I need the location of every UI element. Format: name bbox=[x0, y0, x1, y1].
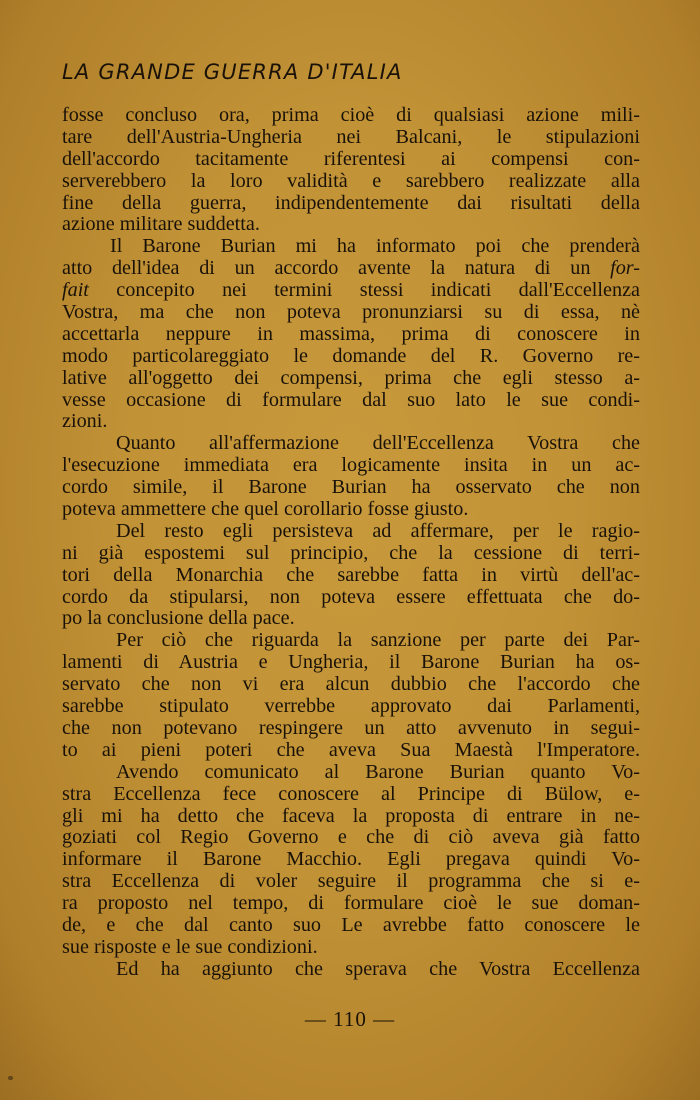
text-line: stra Eccellenza fece conoscere al Principe di Bülow, e- bbox=[62, 783, 640, 805]
text-line: Avendo comunicato al Barone Burian quanto Vo- bbox=[116, 761, 640, 783]
text-line: poteva ammettere che quel corollario fosse giusto. bbox=[62, 499, 469, 521]
text-line: sarebbe stipulato verrebbe approvato dai Parlamenti, bbox=[62, 696, 640, 718]
page-number: — 110 — bbox=[304, 1007, 396, 1031]
text-line: cordo simile, il Barone Burian ha osservato che non bbox=[62, 477, 640, 499]
text-line: Quanto all'affermazione dell'Eccellenza Vostra che bbox=[116, 433, 640, 455]
text-line: Del resto egli persisteva ad affermare, per le ragio- bbox=[116, 520, 640, 542]
text-line: servato che non vi era alcun dubbio che l'accordo che bbox=[62, 674, 640, 696]
text-line: lative all'oggetto dei compensi, prima che egli stesso a- bbox=[62, 367, 640, 389]
paper-speck bbox=[8, 1076, 13, 1080]
text-line: ni già espostemi sul principio, che la cessione di terri- bbox=[62, 542, 640, 564]
text-line: fosse concluso ora, prima cioè di qualsiasi azione mili- bbox=[62, 105, 640, 126]
italic-term: fait bbox=[62, 280, 89, 302]
text-line: sue risposte e le sue condizioni. bbox=[62, 936, 318, 958]
body-text bbox=[62, 105, 640, 981]
text-line: tori della Monarchia che sarebbe fatta in virtù dell'ac- bbox=[62, 564, 640, 586]
text-line: informare il Barone Macchio. Egli pregava quindi Vo- bbox=[62, 849, 640, 871]
text-line: modo particolareggiato le domande del R. Governo re- bbox=[62, 345, 640, 367]
text-line: ra proposto nel tempo, di formulare cioè le sue doman- bbox=[62, 893, 640, 915]
text-line: fait concepito nei termini stessi indicati dall'Eccellenza bbox=[62, 280, 640, 302]
text-line: de, e che dal canto suo Le avrebbe fatto conoscere le bbox=[62, 914, 640, 936]
running-title: LA GRANDE GUERRA D'ITALIA bbox=[62, 60, 403, 84]
text-line: che non potevano respingere un atto avvenuto in segui- bbox=[62, 717, 640, 739]
text-line: accettarla neppure in massima, prima di conoscere in bbox=[62, 323, 640, 345]
text-line: stra Eccellenza di voler seguire il programma che si e- bbox=[62, 871, 640, 893]
text-line: l'esecuzione immediata era logicamente insita in un ac- bbox=[62, 455, 640, 477]
text-line: Per ciò che riguarda la sanzione per parte dei Par- bbox=[116, 630, 640, 652]
text-line: vesse occasione di formulare dal suo lato le sue condi- bbox=[62, 389, 640, 411]
text-line: cordo da stipularsi, non poteva essere effettuata che do- bbox=[62, 586, 640, 608]
text-line: fine della guerra, indipendentemente dai risultati della bbox=[62, 192, 640, 214]
italic-term: for- bbox=[610, 258, 640, 280]
text-line: dell'accordo tacitamente riferentesi ai compensi con- bbox=[62, 148, 640, 170]
text-line: serverebbero la loro validità e sarebbero realizzate alla bbox=[62, 170, 640, 192]
text-line: gli mi ha detto che faceva la proposta di entrare in ne- bbox=[62, 805, 640, 827]
text-line: Il Barone Burian mi ha informato poi che prenderà bbox=[110, 236, 640, 258]
text-line: zioni. bbox=[62, 411, 108, 433]
text-line: goziati col Regio Governo e che di ciò aveva già fatto bbox=[62, 827, 640, 849]
text-line: lamenti di Austria e Ungheria, il Barone Burian ha os- bbox=[62, 652, 640, 674]
text-line: to ai pieni poteri che aveva Sua Maestà l'Imperatore. bbox=[62, 739, 640, 761]
text-line: azione militare suddetta. bbox=[62, 214, 260, 236]
text-line: Ed ha aggiunto che sperava che Vostra Eccellenza bbox=[116, 958, 640, 980]
text-line: Vostra, ma che non poteva pronunziarsi su di essa, nè bbox=[62, 302, 640, 324]
text-line: tare dell'Austria-Ungheria nei Balcani, le stipulazioni bbox=[62, 126, 640, 148]
text-line: po la conclusione della pace. bbox=[62, 608, 295, 630]
text-line: atto dell'idea di un accordo avente la natura di un for- bbox=[62, 258, 640, 280]
